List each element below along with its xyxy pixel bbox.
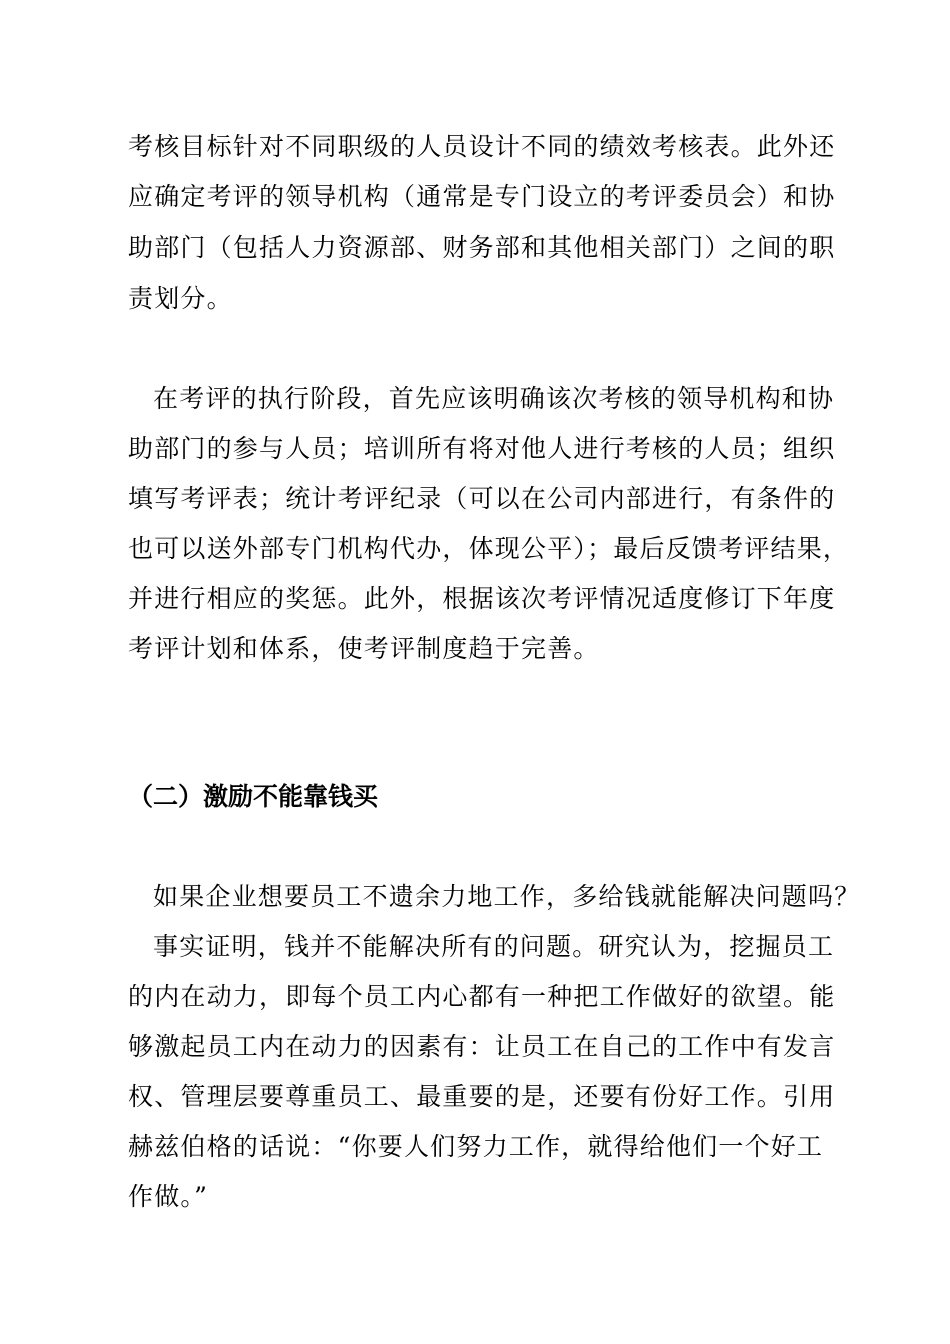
paragraph-3-line-5: 权、管理层要尊重员工、最重要的是，还要有份好工作。引用 [128,1082,836,1111]
paragraph-1-line-2: 应确定考评的领导机构（通常是专门设立的考评委员会）和协 [128,182,836,211]
paragraph-2-line-6: 考评计划和体系，使考评制度趋于完善。 [128,634,600,663]
paragraph-2-line-3: 填写考评表；统计考评纪录（可以在公司内部进行，有条件的 [128,484,836,513]
paragraph-3-line-2: 事实证明，钱并不能解决所有的问题。研究认为，挖掘员工 [153,932,835,961]
paragraph-3-line-7: 作做。” [128,1182,209,1211]
paragraph-2-line-2: 助部门的参与人员；培训所有将对他人进行考核的人员；组织 [128,434,836,463]
paragraph-1-line-3: 助部门（包括人力资源部、财务部和其他相关部门）之间的职 [128,233,836,262]
paragraph-2-line-4: 也可以送外部专门机构代办，体现公平）；最后反馈考评结果， [128,534,850,563]
paragraph-3-line-1: 如果企业想要员工不遗余力地工作，多给钱就能解决问题吗？ [153,882,861,911]
paragraph-3-line-6: 赫兹伯格的话说：“你要人们努力工作，就得给他们一个好工 [128,1132,824,1161]
paragraph-1-line-1: 考核目标针对不同职级的人员设计不同的绩效考核表。此外还 [128,132,836,161]
paragraph-1-line-4: 责划分。 [128,284,233,313]
section-heading: （二）激励不能靠钱买 [128,782,379,811]
paragraph-3-line-3: 的内在动力，即每个员工内心都有一种把工作做好的欲望。能 [128,982,836,1011]
paragraph-2-line-1: 在考评的执行阶段，首先应该明确该次考核的领导机构和协 [153,384,835,413]
paragraph-2-line-5: 并进行相应的奖惩。此外，根据该次考评情况适度修订下年度 [128,584,836,613]
paragraph-3-line-4: 够激起员工内在动力的因素有：让员工在自己的工作中有发言 [128,1032,836,1061]
